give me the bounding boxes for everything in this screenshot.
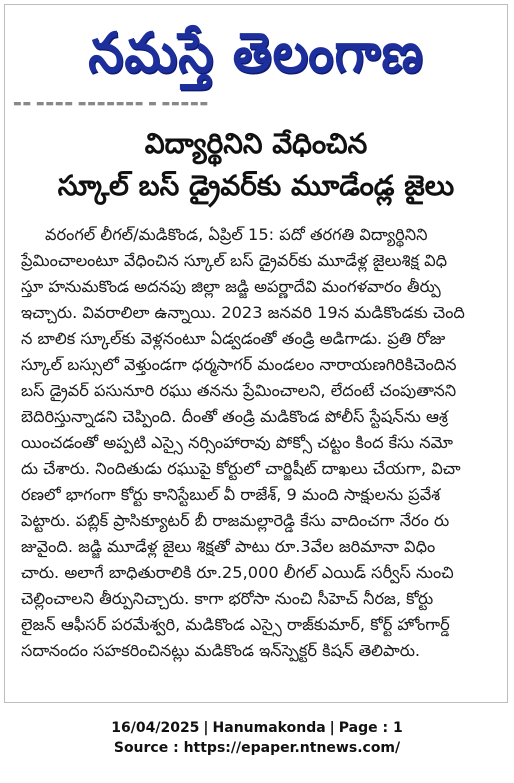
footer-edition: Hanumakonda bbox=[212, 720, 326, 736]
body-line: బెదిరిస్తున్నాడని చెప్పింది. దీంతో తండ్రి మడికొండ పోలీస్ స్టేషన్‌ను ఆశ్ర bbox=[21, 407, 448, 426]
body-line: దు చేశారు. నిందితుడు రఘుపై కోర్టులో చార్జిషీట్ దాఖలు చేయగా, విచా bbox=[21, 459, 461, 478]
article-headline bbox=[5, 123, 507, 207]
clipping-edge-fragment: ▬▬ ▬▬▬▬ ▬▬▬▬▬▬▬ ▬ ▬▬▬▬▬ bbox=[13, 99, 210, 109]
body-line: యించడంతో అప్పటి ఎస్సై నర్సింహారావు పోక్సో చట్టం కింద కేసు నమో bbox=[21, 433, 453, 452]
body-line: స్కూల్ బస్సులో వెళ్తుండగా ధర్మసాగర్ మండలం నారాయణగిరికిచెందిన bbox=[21, 355, 457, 374]
footer-source: Source : https://epaper.ntnews.com/ bbox=[113, 740, 401, 756]
body-line: జువైంది. జడ్జి మూడేళ్ల జైలు శిక్షతో పాటు రూ.3వేల జరిమానా విధిం bbox=[21, 537, 436, 556]
article-clipping bbox=[4, 4, 508, 703]
footer-date: 16/04/2025 bbox=[111, 720, 200, 736]
body-line: పెట్టారు. పబ్లిక్ ప్రాసిక్యూటర్ బీ రాజమల్లారెడ్డి కేసు వాదించగా నేరం రు bbox=[21, 511, 450, 530]
body-line: ఇచ్చారు. వివరాలిలా ఉన్నాయి. 2023 జనవరి 19న మడికొండకు చెంది bbox=[21, 303, 465, 322]
headline-line-1: విద్యార్థినిని వేధించిన bbox=[144, 127, 368, 160]
newspaper-masthead bbox=[5, 9, 507, 97]
body-line: లైజన్ ఆఫీసర్ పరమేశ్వరి, మడికొండ ఎస్సై రాజ్‌కుమార్, కోర్ట్ హోంగార్డ్ bbox=[21, 615, 450, 634]
headline-line-2: స్కూల్ బస్ డ్రైవర్‌కు మూడేండ్ల జైలు bbox=[57, 169, 455, 202]
clipping-footer bbox=[0, 718, 514, 758]
body-line: రణలో భాగంగా కోర్టు కానిస్టేబుల్ వీ రాజేశ్, 9 మంది సాక్షులను ప్రవేశ bbox=[21, 485, 441, 504]
body-line: స్తూ హనుమకొండ అదనపు జిల్లా జడ్జి అపర్ణాదేవి మంగళవారం తీర్పు bbox=[21, 277, 441, 296]
footer-meta: 16/04/2025 | Hanumakonda | Page : 1 bbox=[111, 720, 403, 736]
body-line: సదానందం సహకరించినట్లు మడికొండ ఇన్‌స్పెక్టర్ కిషన్ తెలిపారు. bbox=[21, 641, 421, 660]
article-body bbox=[21, 222, 497, 664]
footer-page: Page : 1 bbox=[338, 720, 403, 736]
body-line: న బాలిక స్కూల్‌కు వెళ్లనంటూ ఏడ్వడంతో తండ్రి అడిగాడు. ప్రతి రోజు bbox=[21, 329, 446, 348]
body-line: ప్రేమించాలంటూ వేధించిన స్కూల్ బస్ డ్రైవర్‌కు మూడేళ్ల జైలుశిక్ష విధి bbox=[21, 251, 448, 270]
body-line: బస్ డ్రైవర్ పసునూరి రఘు తనను ప్రేమించాలని, లేదంటే చంపుతానని bbox=[21, 381, 457, 400]
masthead-logo: నమస్తే తెలంగాణ bbox=[88, 21, 424, 85]
body-line: చెల్లించాలని తీర్పునిచ్చారు. కాగా భరోసా నుంచి సీహెచ్ నీరజ, కోర్టు bbox=[21, 589, 434, 608]
body-line: వరంగల్ లీగల్/మడికొండ, ఏప్రిల్ 15: పదో తరగతి విద్యార్థినిని bbox=[45, 225, 428, 244]
body-line: చారు. అలాగే బాధితురాలికి రూ.25,000 లీగల్ ఎయిడ్ సర్వీస్ నుంచి bbox=[21, 563, 454, 582]
